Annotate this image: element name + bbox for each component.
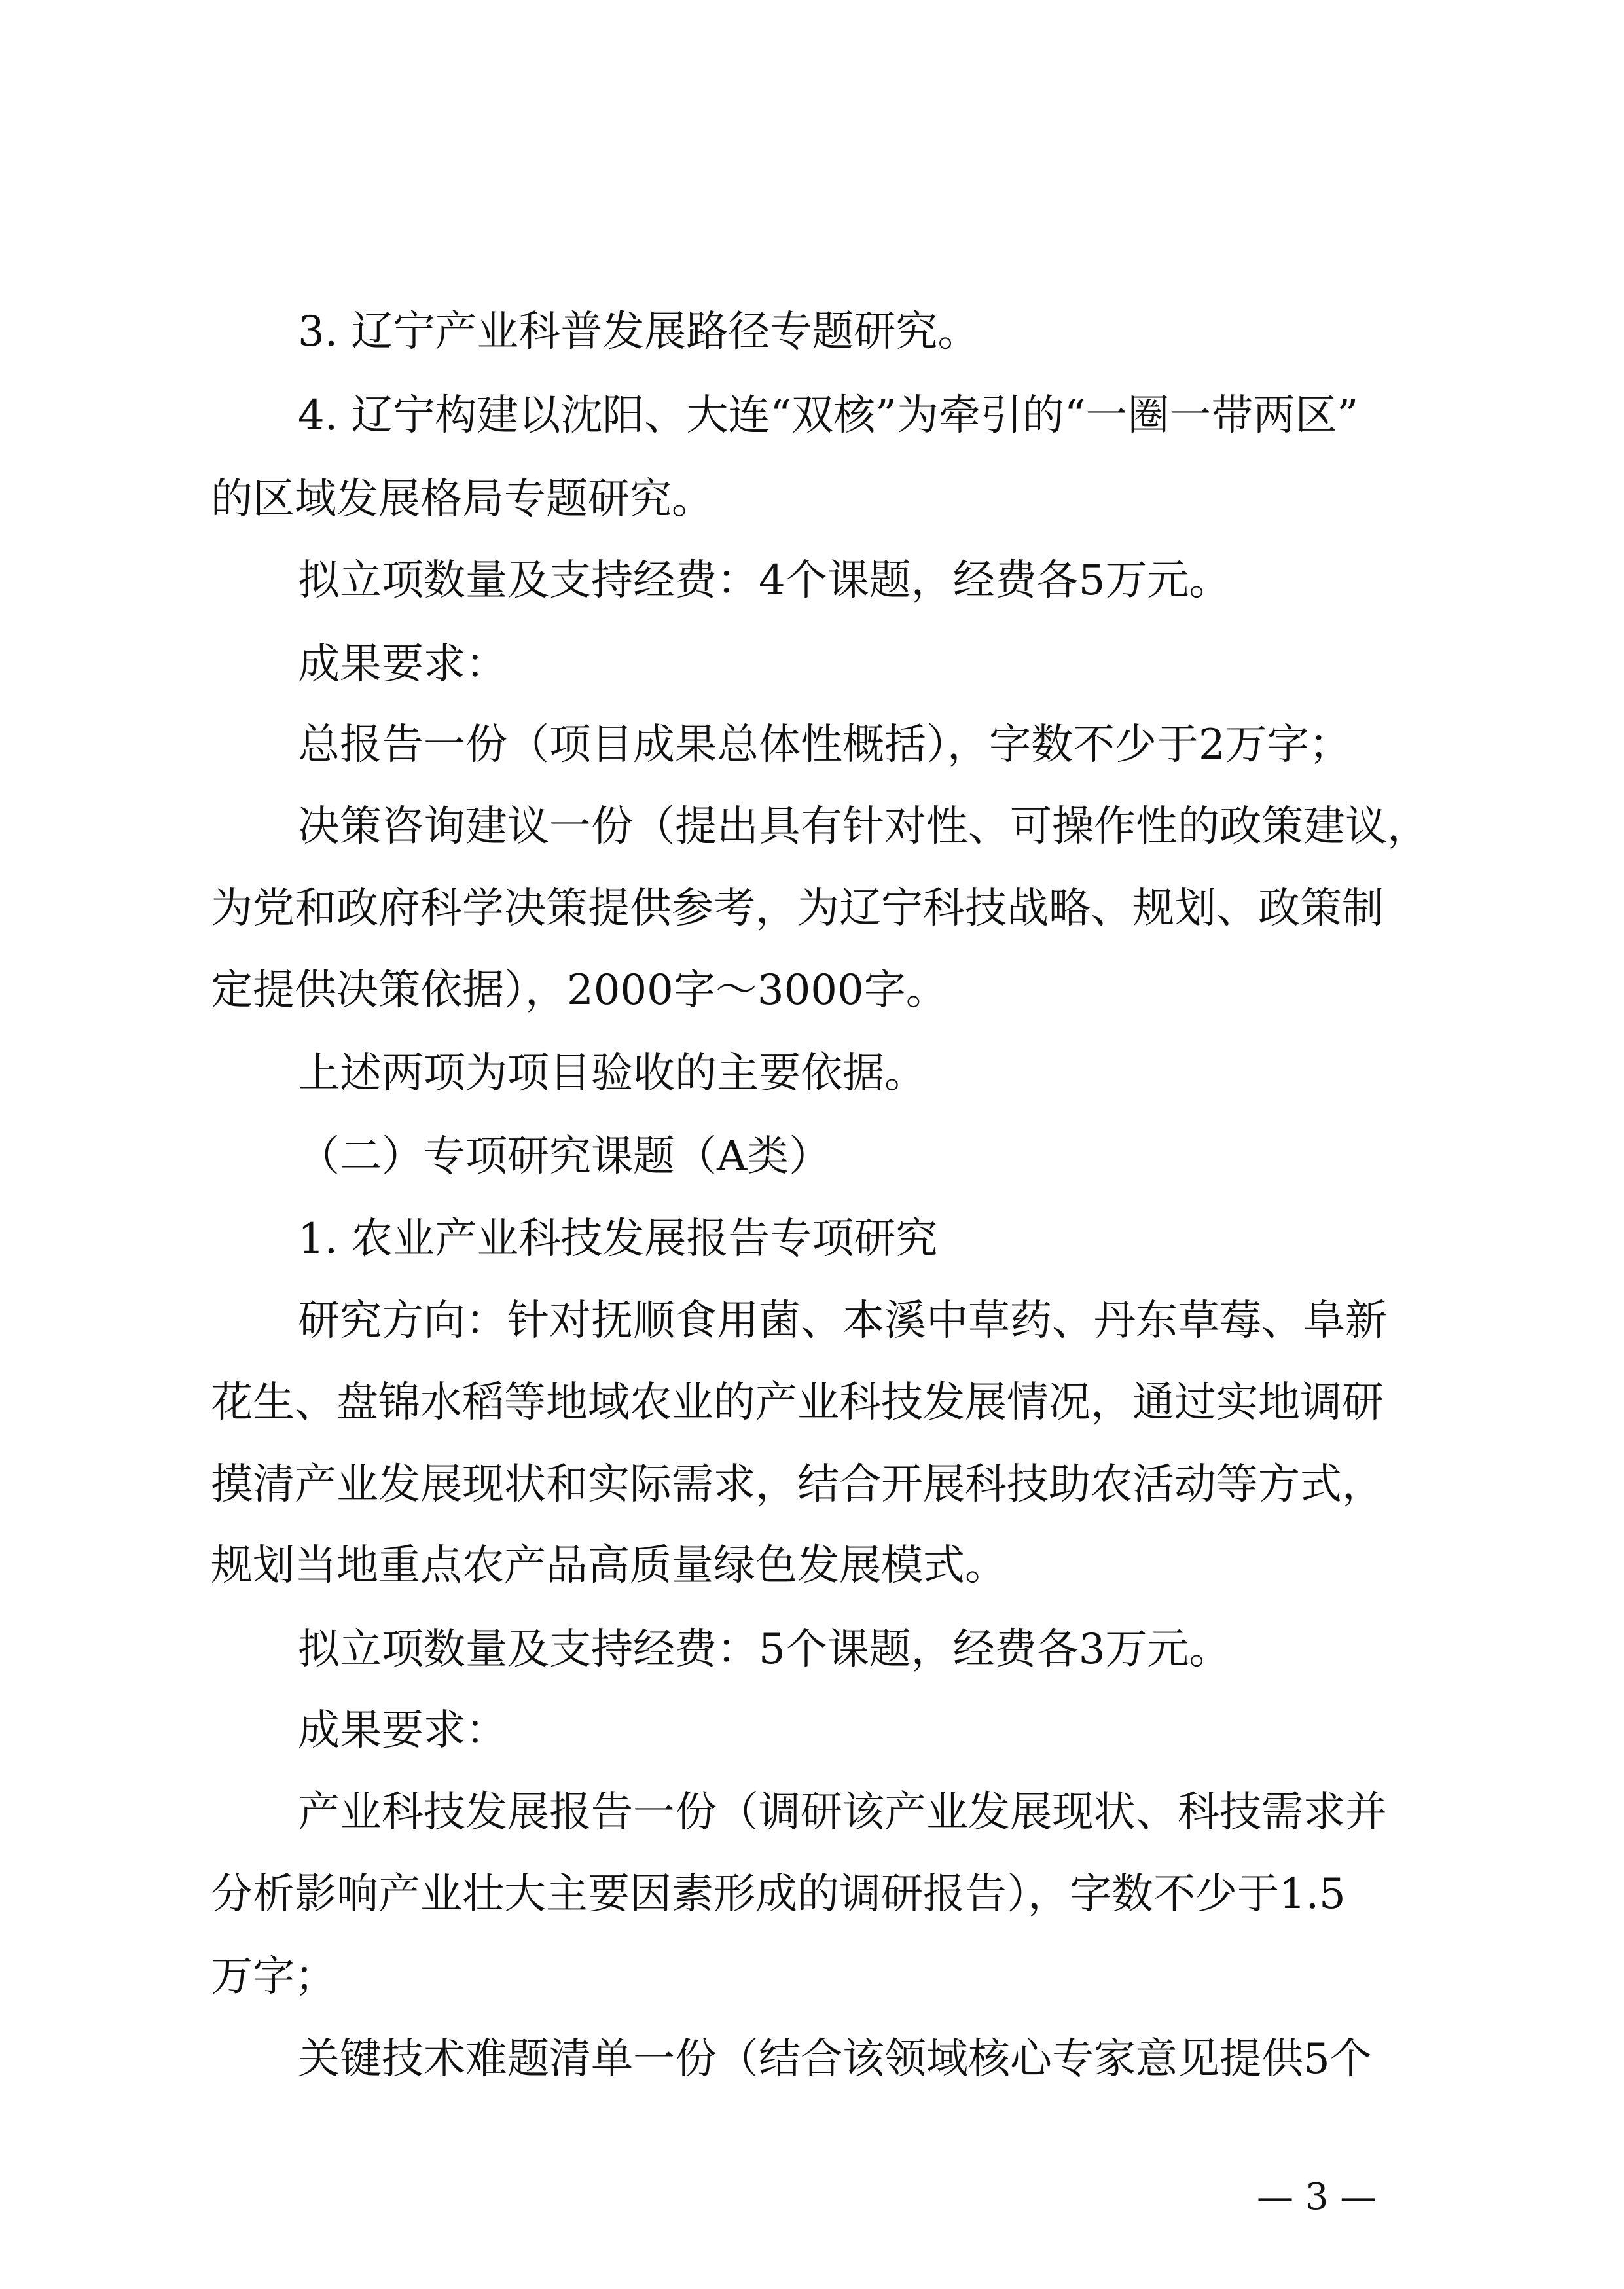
text-line: 3. 辽宁产业科普发展路径专题研究。 — [298, 308, 980, 356]
text-line: 总报告一份（项目成果总体性概括），字数不少于2万字； — [298, 721, 1351, 769]
text-line: 决策咨询建议一份（提出具有针对性、可操作性的政策建议， — [298, 802, 1429, 851]
text-line: 成果要求： — [298, 1706, 507, 1755]
text-line: 摸清产业发展现状和实际需求，结合开展科技助农活动等方式， — [211, 1460, 1384, 1509]
text-line: 为党和政府科学决策提供参考，为辽宁科技战略、规划、政策制 — [211, 884, 1384, 933]
text-line: 规划当地重点农产品高质量绿色发展模式。 — [211, 1541, 1007, 1590]
page-number: — 3 — — [1257, 2176, 1377, 2218]
text-line: 成果要求： — [298, 640, 507, 689]
text-line: 4. 辽宁构建以沈阳、大连“双核”为牵引的“一圈一带两区” — [298, 391, 1359, 440]
text-line: 万字； — [211, 1953, 336, 2001]
text-line: 花生、盘锦水稻等地域农业的产业科技发展情况，通过实地调研 — [211, 1379, 1384, 1427]
text-line: 拟立项数量及支持经费：5个课题，经费各3万元。 — [298, 1625, 1231, 1674]
text-line: 的区域发展格局专题研究。 — [211, 475, 713, 524]
text-line: 关键技术难题清单一份（结合该领域核心专家意见提供5个 — [298, 2035, 1372, 2083]
text-line: 上述两项为项目验收的主要依据。 — [298, 1049, 926, 1098]
text-line: 拟立项数量及支持经费：4个课题，经费各5万元。 — [298, 556, 1231, 605]
text-line: 分析影响产业壮大主要因素形成的调研报告），字数不少于1.5 — [211, 1870, 1346, 1919]
text-line: 研究方向：针对抚顺食用菌、本溪中草药、丹东草莓、阜新 — [298, 1297, 1387, 1345]
section-heading: （二）专项研究课题（A类） — [298, 1132, 831, 1181]
text-line: 产业科技发展报告一份（调研该产业发展现状、科技需求并 — [298, 1788, 1387, 1837]
subsection-heading: 1. 农业产业科技发展报告专项研究 — [298, 1215, 938, 1263]
text-line: 定提供决策依据），2000字～3000字。 — [211, 966, 948, 1015]
